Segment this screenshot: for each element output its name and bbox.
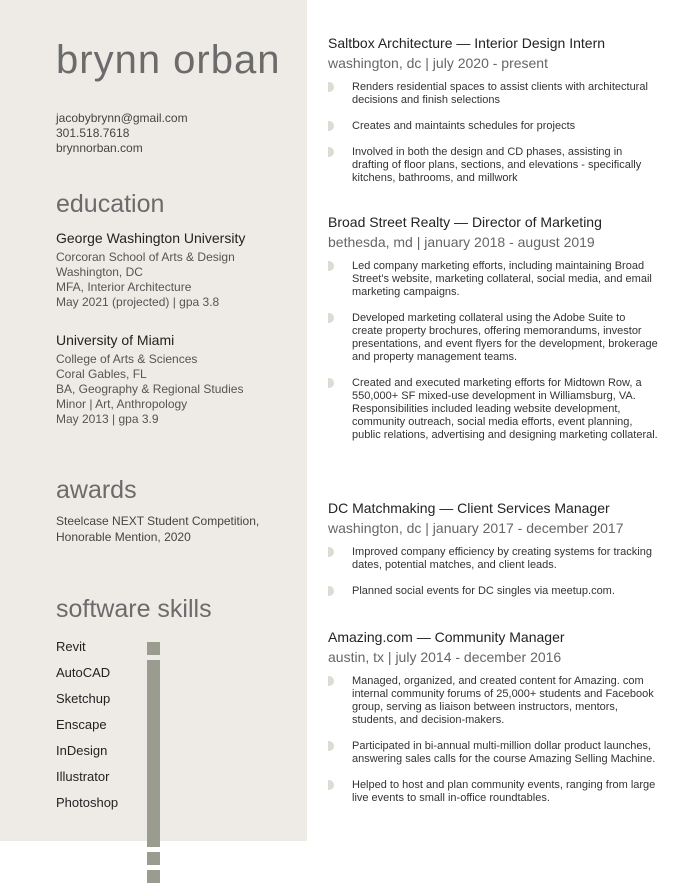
rating-filled-square-icon — [147, 642, 160, 655]
bullet-marker-icon — [328, 378, 334, 388]
skill-name: AutoCAD — [56, 665, 111, 680]
job-entry — [328, 500, 658, 611]
job-bullets — [328, 546, 658, 598]
rating-filled-square-icon — [147, 816, 160, 829]
awards-text — [56, 514, 259, 545]
website-link[interactable]: brynnorban.com — [56, 141, 143, 155]
bullet-text: Involved in both the design and CD phases, assisting in drafting of floor plans, sections, and elevations - specifically kitchens, bathrooms, and millwork — [352, 146, 642, 184]
job-meta: washington, dc | july 2020 - present — [328, 55, 548, 71]
education-heading: education — [56, 190, 165, 218]
rating-filled-square-icon — [147, 798, 160, 811]
bullet-marker-icon — [328, 261, 334, 271]
job-bullet — [328, 377, 658, 442]
job-bullet — [328, 546, 658, 572]
rating-filled-square-icon — [147, 870, 160, 883]
job-meta: bethesda, md | january 2018 - august 2019 — [328, 234, 595, 250]
job-bullet — [328, 675, 658, 727]
skills-heading: software skills — [56, 595, 212, 623]
bullet-marker-icon — [328, 586, 334, 596]
job-bullet — [328, 779, 658, 805]
job-title: Amazing.com — Community Manager — [328, 629, 565, 645]
rating-filled-square-icon — [147, 694, 160, 707]
school-line: College of Arts & Sciences — [56, 352, 198, 366]
job-bullet — [328, 312, 658, 364]
school-name: University of Miami — [56, 332, 175, 348]
rating-filled-square-icon — [147, 772, 160, 785]
job-title: Broad Street Realty — Director of Marketing — [328, 214, 602, 230]
bullet-text: Managed, organized, and created content for Amazing. com internal community forums of 25,000+ students and Facebook group, serving as liaison between instructors, mentors, students, and decision-makers. — [352, 675, 654, 726]
job-entry — [328, 35, 658, 198]
skill-name: InDesign — [56, 743, 108, 758]
bullet-text: Participated in bi-annual multi-million dollar product launches, answering sales calls for the course Amazing Selling Machine. — [352, 740, 656, 765]
phone-text: 301.518.7618 — [56, 126, 130, 140]
awards-heading: awards — [56, 476, 137, 504]
bullet-marker-icon — [328, 313, 334, 323]
school-line: Minor | Art, Anthropology — [56, 397, 188, 411]
job-meta: washington, dc | january 2017 - december 2017 — [328, 520, 624, 536]
bullet-text: Renders residential spaces to assist clients with architectural decisions and finish selections — [352, 81, 648, 106]
rating-filled-square-icon — [147, 668, 160, 681]
bullet-marker-icon — [328, 780, 334, 790]
school-entry — [56, 333, 243, 427]
bullet-text: Creates and maintaints schedules for projects — [352, 120, 576, 132]
school-line: Washington, DC — [56, 265, 143, 279]
award-line: Steelcase NEXT Student Competition, — [56, 514, 260, 528]
email-link[interactable]: jacobybrynn@gmail.com — [56, 111, 188, 125]
job-bullets — [328, 675, 658, 805]
skill-rating — [147, 798, 165, 888]
skill-name: Revit — [56, 639, 86, 654]
award-line: Honorable Mention, 2020 — [56, 529, 191, 544]
job-meta: austin, tx | july 2014 - december 2016 — [328, 649, 562, 665]
skill-name: Photoshop — [56, 795, 119, 810]
bullet-marker-icon — [328, 547, 334, 557]
school-line: BA, Geography & Regional Studies — [56, 382, 244, 396]
job-bullet — [328, 81, 658, 107]
rating-filled-square-icon — [147, 852, 160, 865]
job-bullet — [328, 260, 658, 299]
school-line: May 2013 | gpa 3.9 — [56, 412, 159, 426]
school-line: Coral Gables, FL — [56, 367, 147, 381]
bullet-marker-icon — [328, 676, 334, 686]
school-entry — [56, 231, 245, 310]
bullet-marker-icon — [328, 82, 334, 92]
job-bullet — [328, 146, 658, 185]
job-bullet — [328, 740, 658, 766]
bullet-text: Helped to host and plan community events, ranging from large live events to small in-office roundtables. — [352, 779, 656, 804]
bullet-text: Led company marketing efforts, including maintaining Broad Street's website, marketing collateral, social media, and email marketing campaigns. — [352, 260, 652, 298]
skill-name: Enscape — [56, 717, 107, 732]
job-entry — [328, 629, 658, 818]
bullet-text: Created and executed marketing efforts for Midtown Row, a 550,000+ SF mixed-use development in Williamsburg, VA. Responsibilities included leading website development, community outreach, social media efforts, event planning, public relations, advertising and designing marketing collateral. — [352, 377, 658, 441]
job-bullet — [328, 585, 658, 598]
bullet-text: Developed marketing collateral using the Adobe Suite to create property brochures, offering memorandums, investor presentations, and event flyers for the development, brokerage and property management teams. — [352, 312, 658, 363]
bullet-marker-icon — [328, 121, 334, 131]
bullet-text: Planned social events for DC singles via meetup.com. — [352, 585, 615, 597]
job-title: Saltbox Architecture — Interior Design Intern — [328, 35, 606, 51]
job-entry — [328, 214, 658, 455]
school-line: Corcoran School of Arts & Design — [56, 250, 235, 264]
bullet-marker-icon — [328, 741, 334, 751]
rating-filled-square-icon — [147, 746, 160, 759]
skill-name: Illustrator — [56, 769, 110, 784]
school-name: George Washington University — [56, 230, 246, 246]
rating-filled-square-icon — [147, 720, 160, 733]
bullet-marker-icon — [328, 147, 334, 157]
name-heading: brynn orban — [56, 38, 281, 82]
job-bullet — [328, 120, 658, 133]
job-bullets — [328, 81, 658, 185]
job-title: DC Matchmaking — Client Services Manager — [328, 500, 610, 516]
bullet-text: Improved company efficiency by creating systems for tracking dates, potential matches, and client leads. — [352, 546, 652, 571]
school-line: MFA, Interior Architecture — [56, 280, 192, 294]
school-line: May 2021 (projected) | gpa 3.8 — [56, 295, 220, 309]
skill-name: Sketchup — [56, 691, 111, 706]
contact-info — [56, 111, 188, 156]
job-bullets — [328, 260, 658, 442]
